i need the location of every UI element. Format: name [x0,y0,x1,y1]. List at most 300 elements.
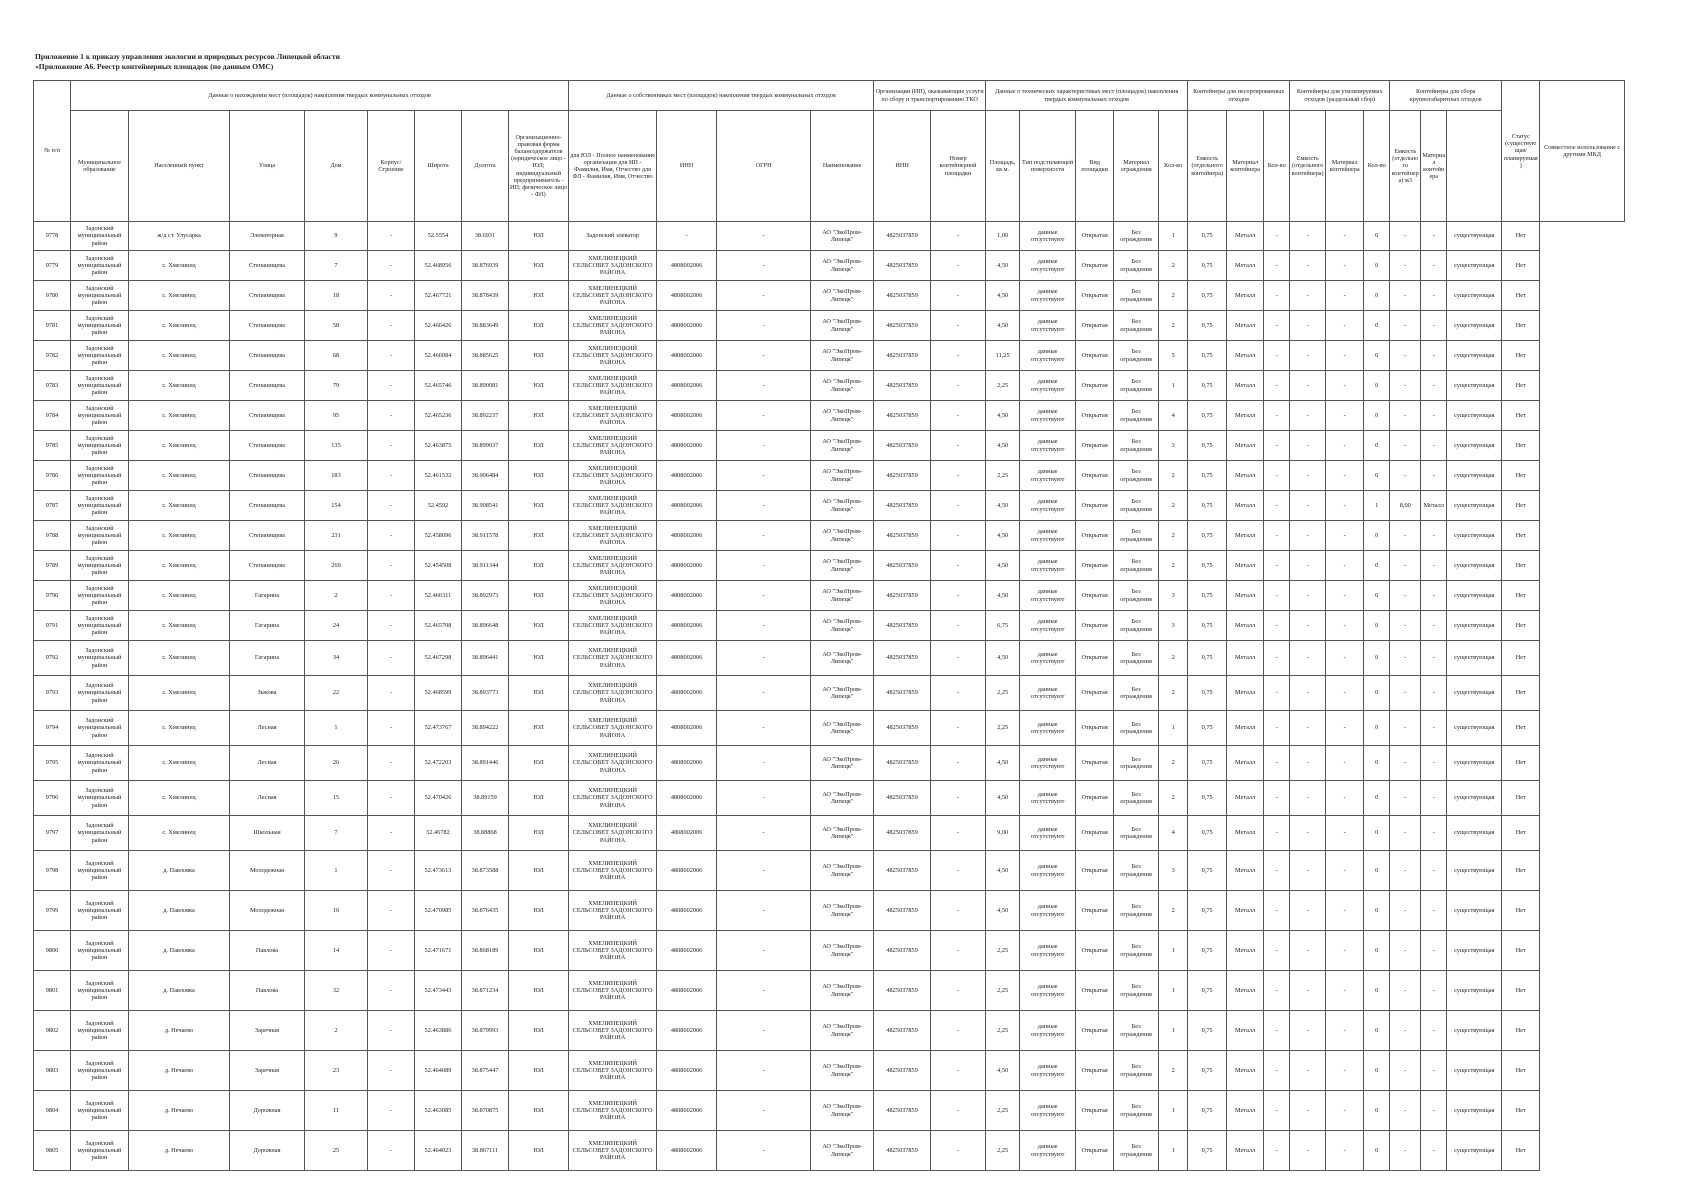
mixed-material-cell: Металл [1227,676,1264,711]
settlement-cell: с. Хмелинец [129,641,230,676]
bulky-material-cell: - [1421,461,1447,491]
mixed-capacity-cell: 0,75 [1188,431,1227,461]
site-type-cell: Открытая [1076,371,1114,401]
area-cell: 4,50 [986,311,1020,341]
recycle-capacity-cell: - [1290,746,1326,781]
street-cell: Зыкова [230,676,305,711]
org-form-cell: ЮЛ [509,746,569,781]
owner-ogrn-cell: - [717,461,811,491]
mixed-material-cell: Металл [1227,641,1264,676]
municipality-cell: Задонский муниципальный район [71,431,129,461]
bulky-capacity-cell: - [1390,931,1421,971]
bulky-capacity-cell: - [1390,581,1421,611]
col-lat-header: Широта [415,111,462,222]
mixed-qty-cell: 1 [1159,1011,1188,1051]
table-row [34,611,1625,641]
mixed-capacity-cell: 0,75 [1188,491,1227,521]
site-type-cell: Открытая [1076,521,1114,551]
status-cell: существующая [1447,711,1502,746]
site-number-cell: - [931,581,986,611]
site-number-cell: - [931,676,986,711]
table-row [34,851,1625,891]
municipality-cell: Задонский муниципальный район [71,371,129,401]
building-cell: - [368,931,415,971]
street-cell: Павлова [230,931,305,971]
surface-cell: данные отсутствуют [1020,611,1076,641]
street-cell: Лесная [230,746,305,781]
mixed-qty-cell: 1 [1159,371,1188,401]
house-cell: 2 [305,1011,368,1051]
org-form-cell: ЮЛ [509,891,569,931]
table-row [34,581,1625,611]
settlement-cell: д. Павловка [129,971,230,1011]
latitude-cell: 52.468599 [415,676,462,711]
fence-cell: Без ограждения [1114,341,1159,371]
street-cell: Лесная [230,711,305,746]
street-cell: Степанищева [230,401,305,431]
operator-inn-cell: 4825037859 [874,851,931,891]
owner-inn-cell: 4808002006 [657,781,717,816]
col-recycle-capacity-header: Емкость (отдельного контейнера) [1290,111,1326,222]
shared-use-cell: Нет [1502,281,1540,311]
house-cell: 34 [305,641,368,676]
fence-cell: Без ограждения [1114,581,1159,611]
mixed-qty-cell: 2 [1159,781,1188,816]
owner-name-cell: ХМЕЛИНЕЦКИЙ СЕЛЬСОВЕТ ЗАДОНСКОГО РАЙОНА [569,1011,657,1051]
bulky-qty-cell: 0 [1364,431,1390,461]
operator-name-cell: АО "ЭкоПром-Липецк" [811,1051,874,1091]
municipality-cell: Задонский муниципальный район [71,711,129,746]
bulky-capacity-cell: - [1390,641,1421,676]
settlement-cell: с. Хмелинец [129,431,230,461]
site-type-cell: Открытая [1076,222,1114,251]
street-cell: Молодежная [230,851,305,891]
mixed-qty-cell: 2 [1159,251,1188,281]
row-number-cell: 9790 [34,581,71,611]
status-cell: существующая [1447,1011,1502,1051]
building-cell: - [368,521,415,551]
street-cell: Павлова [230,971,305,1011]
container-sites-register-table [33,80,1625,1171]
operator-name-cell: АО "ЭкоПром-Липецк" [811,401,874,431]
surface-cell: данные отсутствуют [1020,251,1076,281]
street-cell: Гагарина [230,641,305,676]
owner-inn-cell: 4808002006 [657,676,717,711]
latitude-cell: 52.466426 [415,311,462,341]
mixed-material-cell: Металл [1227,251,1264,281]
building-cell: - [368,371,415,401]
col-bulky-capacity-header: Емкость (отдельного контейнера) м3 [1390,111,1421,222]
recycle-material-cell: - [1326,491,1364,521]
operator-name-cell: АО "ЭкоПром-Липецк" [811,641,874,676]
row-number-cell: 9803 [34,1051,71,1091]
group-bulky-header: Контейнеры для сбора крупногабаритных отходов [1390,81,1502,111]
fence-cell: Без ограждения [1114,641,1159,676]
recycle-qty-cell: - [1264,641,1290,676]
longitude-cell: 38.892973 [462,581,509,611]
shared-use-cell: Нет [1502,251,1540,281]
area-cell: 2,25 [986,371,1020,401]
bulky-qty-cell: 0 [1364,222,1390,251]
status-cell: существующая [1447,281,1502,311]
area-cell: 4,50 [986,521,1020,551]
operator-name-cell: АО "ЭкоПром-Липецк" [811,1011,874,1051]
recycle-material-cell: - [1326,1051,1364,1091]
bulky-material-cell: - [1421,1011,1447,1051]
settlement-cell: с. Хмелинец [129,341,230,371]
col-inn-header: ИНН [657,111,717,222]
fence-cell: Без ограждения [1114,711,1159,746]
latitude-cell: 52.46782 [415,816,462,851]
operator-inn-cell: 4825037859 [874,971,931,1011]
area-cell: 1,00 [986,222,1020,251]
owner-ogrn-cell: - [717,1051,811,1091]
settlement-cell: с. Хмелинец [129,281,230,311]
bulky-capacity-cell: - [1390,781,1421,816]
owner-ogrn-cell: - [717,311,811,341]
org-form-cell: ЮЛ [509,341,569,371]
bulky-material-cell: - [1421,222,1447,251]
recycle-qty-cell: - [1264,521,1290,551]
surface-cell: данные отсутствуют [1020,281,1076,311]
site-number-cell: - [931,431,986,461]
status-cell: существующая [1447,222,1502,251]
municipality-cell: Задонский муниципальный район [71,581,129,611]
operator-name-cell: АО "ЭкоПром-Липецк" [811,311,874,341]
site-number-cell: - [931,1051,986,1091]
shared-use-cell: Нет [1502,431,1540,461]
bulky-qty-cell: 0 [1364,581,1390,611]
row-number-cell: 9785 [34,431,71,461]
mixed-material-cell: Металл [1227,1091,1264,1131]
recycle-capacity-cell: - [1290,1011,1326,1051]
row-number-cell: 9797 [34,816,71,851]
org-form-cell: ЮЛ [509,521,569,551]
house-cell: 18 [305,281,368,311]
surface-cell: данные отсутствуют [1020,676,1076,711]
building-cell: - [368,1011,415,1051]
house-cell: 14 [305,931,368,971]
owner-inn-cell: 4808002006 [657,281,717,311]
recycle-qty-cell: - [1264,431,1290,461]
shared-use-cell: Нет [1502,746,1540,781]
col-org-form-header: Организационно-правовая форма балансодержателя (юридическое лицо - ЮЛ; индивидуальный предприниматель - ИП; физическое лицо - ФЛ) [509,111,569,222]
settlement-cell: с. Хмелинец [129,816,230,851]
document-title [35,52,340,72]
recycle-capacity-cell: - [1290,1051,1326,1091]
building-cell: - [368,746,415,781]
owner-name-cell: ХМЕЛИНЕЦКИЙ СЕЛЬСОВЕТ ЗАДОНСКОГО РАЙОНА [569,521,657,551]
operator-name-cell: АО "ЭкоПром-Липецк" [811,551,874,581]
recycle-capacity-cell: - [1290,711,1326,746]
recycle-material-cell: - [1326,611,1364,641]
owner-ogrn-cell: - [717,222,811,251]
mixed-capacity-cell: 0,75 [1188,551,1227,581]
building-cell: - [368,1091,415,1131]
latitude-cell: 52.470985 [415,891,462,931]
area-cell: 11,25 [986,341,1020,371]
mixed-qty-cell: 4 [1159,401,1188,431]
site-type-cell: Открытая [1076,281,1114,311]
mixed-material-cell: Металл [1227,1131,1264,1171]
recycle-qty-cell: - [1264,611,1290,641]
shared-use-cell: Нет [1502,461,1540,491]
fence-cell: Без ограждения [1114,971,1159,1011]
row-number-cell: 9782 [34,341,71,371]
bulky-material-cell: - [1421,711,1447,746]
owner-inn-cell: 4808002006 [657,491,717,521]
municipality-cell: Задонский муниципальный район [71,746,129,781]
fence-cell: Без ограждения [1114,461,1159,491]
surface-cell: данные отсутствуют [1020,1011,1076,1051]
street-cell: Заречная [230,1051,305,1091]
latitude-cell: 52.465236 [415,401,462,431]
settlement-cell: с. Хмелинец [129,491,230,521]
bulky-qty-cell: 0 [1364,1051,1390,1091]
site-number-cell: - [931,491,986,521]
street-cell: Заречная [230,1011,305,1051]
settlement-cell: с. Хмелинец [129,551,230,581]
table-row [34,1051,1625,1091]
shared-use-cell: Нет [1502,581,1540,611]
fence-cell: Без ограждения [1114,1011,1159,1051]
longitude-cell: 38.906484 [462,461,509,491]
operator-inn-cell: 4825037859 [874,1131,931,1171]
shared-use-cell: Нет [1502,222,1540,251]
status-cell: существующая [1447,641,1502,676]
owner-name-cell: ХМЕЛИНЕЦКИЙ СЕЛЬСОВЕТ ЗАДОНСКОГО РАЙОНА [569,641,657,676]
bulky-qty-cell: 0 [1364,676,1390,711]
org-form-cell: ЮЛ [509,611,569,641]
status-cell: существующая [1447,461,1502,491]
latitude-cell: 52.454508 [415,551,462,581]
shared-use-cell: Нет [1502,971,1540,1011]
recycle-capacity-cell: - [1290,401,1326,431]
building-cell: - [368,891,415,931]
site-number-cell: - [931,1131,986,1171]
row-number-cell: 9778 [34,222,71,251]
surface-cell: данные отсутствуют [1020,641,1076,676]
fence-cell: Без ограждения [1114,222,1159,251]
bulky-capacity-cell: - [1390,521,1421,551]
operator-inn-cell: 4825037859 [874,401,931,431]
recycle-qty-cell: - [1264,781,1290,816]
owner-ogrn-cell: - [717,611,811,641]
bulky-qty-cell: 0 [1364,371,1390,401]
mixed-qty-cell: 2 [1159,746,1188,781]
mixed-capacity-cell: 0,75 [1188,371,1227,401]
longitude-cell: 38.6931 [462,222,509,251]
recycle-capacity-cell: - [1290,971,1326,1011]
operator-inn-cell: 4825037859 [874,611,931,641]
recycle-material-cell: - [1326,251,1364,281]
mixed-capacity-cell: 0,75 [1188,461,1227,491]
settlement-cell: с. Хмелинец [129,581,230,611]
surface-cell: данные отсутствуют [1020,746,1076,781]
owner-name-cell: ХМЕЛИНЕЦКИЙ СЕЛЬСОВЕТ ЗАДОНСКОГО РАЙОНА [569,341,657,371]
building-cell: - [368,401,415,431]
owner-ogrn-cell: - [717,931,811,971]
recycle-qty-cell: - [1264,1051,1290,1091]
operator-inn-cell: 4825037859 [874,641,931,676]
house-cell: 68 [305,341,368,371]
bulky-material-cell: - [1421,281,1447,311]
shared-use-cell: Нет [1502,816,1540,851]
recycle-material-cell: - [1326,1131,1364,1171]
bulky-capacity-cell: - [1390,711,1421,746]
latitude-cell: 52.465708 [415,611,462,641]
owner-ogrn-cell: - [717,251,811,281]
owner-ogrn-cell: - [717,491,811,521]
fence-cell: Без ограждения [1114,676,1159,711]
col-shared-header: Совместное использование с другими МКД [1540,81,1625,222]
bulky-material-cell: - [1421,431,1447,461]
mixed-material-cell: Металл [1227,1051,1264,1091]
mixed-qty-cell: 2 [1159,676,1188,711]
recycle-capacity-cell: - [1290,551,1326,581]
table-row [34,1091,1625,1131]
mixed-capacity-cell: 0,75 [1188,222,1227,251]
table-row [34,1131,1625,1171]
house-cell: 231 [305,521,368,551]
group-owner-header: Данные о собственниках мест (площадок) накопления твердых коммунальных отходов [569,81,874,111]
org-form-cell: ЮЛ [509,711,569,746]
area-cell: 4,50 [986,1051,1020,1091]
table-row [34,281,1625,311]
owner-inn-cell: 4808002006 [657,611,717,641]
row-number-cell: 9793 [34,676,71,711]
fence-cell: Без ограждения [1114,281,1159,311]
mixed-material-cell: Металл [1227,746,1264,781]
recycle-capacity-cell: - [1290,431,1326,461]
operator-name-cell: АО "ЭкоПром-Липецк" [811,1131,874,1171]
bulky-capacity-cell: - [1390,746,1421,781]
bulky-capacity-cell: - [1390,1011,1421,1051]
recycle-material-cell: - [1326,581,1364,611]
fence-cell: Без ограждения [1114,746,1159,781]
operator-name-cell: АО "ЭкоПром-Липецк" [811,781,874,816]
table-row [34,461,1625,491]
shared-use-cell: Нет [1502,1091,1540,1131]
table-row [34,1011,1625,1051]
site-type-cell: Открытая [1076,341,1114,371]
status-cell: существующая [1447,341,1502,371]
municipality-cell: Задонский муниципальный район [71,401,129,431]
mixed-qty-cell: 2 [1159,281,1188,311]
org-form-cell: ЮЛ [509,781,569,816]
bulky-qty-cell: 0 [1364,851,1390,891]
owner-ogrn-cell: - [717,971,811,1011]
operator-inn-cell: 4825037859 [874,781,931,816]
settlement-cell: д. Нечаево [129,1091,230,1131]
recycle-capacity-cell: - [1290,371,1326,401]
latitude-cell: 52.466084 [415,341,462,371]
house-cell: 9 [305,222,368,251]
operator-inn-cell: 4825037859 [874,341,931,371]
latitude-cell: 52.467298 [415,641,462,676]
operator-inn-cell: 4825037859 [874,521,931,551]
longitude-cell: 38.876939 [462,251,509,281]
fence-cell: Без ограждения [1114,1051,1159,1091]
mixed-material-cell: Металл [1227,431,1264,461]
operator-inn-cell: 4825037859 [874,461,931,491]
shared-use-cell: Нет [1502,551,1540,581]
latitude-cell: 52.5554 [415,222,462,251]
recycle-qty-cell: - [1264,251,1290,281]
owner-inn-cell: 4808002006 [657,401,717,431]
recycle-qty-cell: - [1264,931,1290,971]
street-cell: Степанищева [230,371,305,401]
status-cell: существующая [1447,851,1502,891]
owner-ogrn-cell: - [717,431,811,461]
municipality-cell: Задонский муниципальный район [71,222,129,251]
operator-name-cell: АО "ЭкоПром-Липецк" [811,581,874,611]
recycle-material-cell: - [1326,281,1364,311]
municipality-cell: Задонский муниципальный район [71,521,129,551]
fence-cell: Без ограждения [1114,851,1159,891]
bulky-material-cell: - [1421,931,1447,971]
owner-name-cell: ХМЕЛИНЕЦКИЙ СЕЛЬСОВЕТ ЗАДОНСКОГО РАЙОНА [569,931,657,971]
owner-ogrn-cell: - [717,521,811,551]
recycle-qty-cell: - [1264,851,1290,891]
building-cell: - [368,461,415,491]
house-cell: 16 [305,891,368,931]
area-cell: 4,50 [986,491,1020,521]
fence-cell: Без ограждения [1114,371,1159,401]
org-form-cell: ЮЛ [509,971,569,1011]
shared-use-cell: Нет [1502,781,1540,816]
org-form-cell: ЮЛ [509,816,569,851]
col-lon-header: Долгота [462,111,509,222]
fence-cell: Без ограждения [1114,1091,1159,1131]
building-cell: - [368,491,415,521]
operator-inn-cell: 4825037859 [874,551,931,581]
house-cell: 2 [305,581,368,611]
recycle-qty-cell: - [1264,551,1290,581]
recycle-material-cell: - [1326,971,1364,1011]
shared-use-cell: Нет [1502,931,1540,971]
owner-ogrn-cell: - [717,711,811,746]
owner-inn-cell: 4808002006 [657,891,717,931]
street-cell: Степанищева [230,311,305,341]
site-type-cell: Открытая [1076,431,1114,461]
longitude-cell: 38.911578 [462,521,509,551]
bulky-capacity-cell: - [1390,816,1421,851]
owner-name-cell: ХМЕЛИНЕЦКИЙ СЕЛЬСОВЕТ ЗАДОНСКОГО РАЙОНА [569,971,657,1011]
house-cell: 79 [305,371,368,401]
site-type-cell: Открытая [1076,551,1114,581]
shared-use-cell: Нет [1502,1051,1540,1091]
longitude-cell: 38.896441 [462,641,509,676]
surface-cell: данные отсутствуют [1020,341,1076,371]
bulky-material-cell: - [1421,401,1447,431]
site-type-cell: Открытая [1076,851,1114,891]
municipality-cell: Задонский муниципальный район [71,551,129,581]
bulky-material-cell: - [1421,521,1447,551]
fence-cell: Без ограждения [1114,611,1159,641]
col-ogrn-header: ОГРН [717,111,811,222]
col-operator-inn-header: ИНН [874,111,931,222]
mixed-qty-cell: 1 [1159,711,1188,746]
mixed-capacity-cell: 0,75 [1188,781,1227,816]
bulky-qty-cell: 0 [1364,251,1390,281]
municipality-cell: Задонский муниципальный район [71,816,129,851]
operator-inn-cell: 4825037859 [874,1091,931,1131]
bulky-capacity-cell: - [1390,551,1421,581]
building-cell: - [368,281,415,311]
owner-name-cell: ХМЕЛИНЕЦКИЙ СЕЛЬСОВЕТ ЗАДОНСКОГО РАЙОНА [569,816,657,851]
table-row [34,401,1625,431]
